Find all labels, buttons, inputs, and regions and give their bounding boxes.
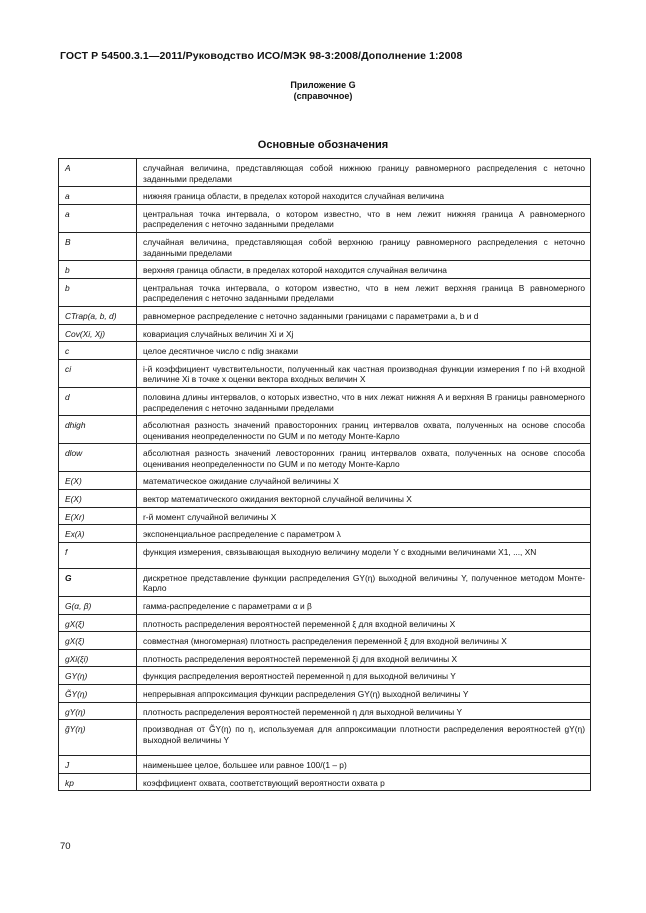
table-row <box>59 472 591 490</box>
symbol-cell: J <box>59 756 137 774</box>
table-row <box>59 632 591 650</box>
table-row <box>59 756 591 774</box>
table-row <box>59 187 591 205</box>
symbol-cell: GY(η) <box>59 667 137 685</box>
table-row <box>59 159 591 187</box>
description-cell: половина длины интервалов, о которых известно, что в них лежат нижняя A и верхняя B границы равномерного распределения с неточно заданными пределами <box>137 387 591 415</box>
description-cell: функция распределения вероятностей переменной η для выходной величины Y <box>137 667 591 685</box>
symbol-cell: c <box>59 342 137 360</box>
table-row <box>59 568 591 596</box>
document-header: ГОСТ Р 54500.3.1—2011/Руководство ИСО/МЭК 98-3:2008/Дополнение 1:2008 <box>60 50 463 62</box>
description-cell: центральная точка интервала, о котором известно, что в нем лежит нижняя граница A равномерного распределения с неточно заданными пределами <box>137 204 591 232</box>
symbol-cell: E(X) <box>59 490 137 508</box>
table-row <box>59 387 591 415</box>
table-row <box>59 261 591 279</box>
description-cell: нижняя граница области, в пределах которой находится случайная величина <box>137 187 591 205</box>
symbol-cell: a <box>59 187 137 205</box>
appendix-subtitle: (справочное) <box>293 91 353 101</box>
table-row <box>59 685 591 703</box>
table-row <box>59 649 591 667</box>
symbol-cell: dhigh <box>59 416 137 444</box>
description-cell: плотность распределения вероятностей переменной η для выходной величины Y <box>137 702 591 720</box>
table-row <box>59 490 591 508</box>
description-cell: коэффициент охвата, соответствующий вероятности охвата p <box>137 773 591 791</box>
table-row <box>59 278 591 306</box>
description-cell: гамма-распределение с параметрами α и β <box>137 597 591 615</box>
description-cell: целое десятичное число с ndig знаками <box>137 342 591 360</box>
table-row <box>59 342 591 360</box>
symbol-cell: gX(ξ) <box>59 614 137 632</box>
symbol-cell: b <box>59 261 137 279</box>
table-row <box>59 444 591 472</box>
table-row <box>59 597 591 615</box>
description-cell: случайная величина, представляющая собой нижнюю границу равномерного распределения с неточно заданными пределами <box>137 159 591 187</box>
description-cell: вектор математического ожидания векторной случайной величины X <box>137 490 591 508</box>
page-number: 70 <box>60 841 71 852</box>
symbol-cell: f <box>59 542 137 568</box>
description-cell: ковариация случайных величин Xi и Xj <box>137 324 591 342</box>
description-cell: непрерывная аппроксимация функции распределения GY(η) выходной величины Y <box>137 685 591 703</box>
table-row <box>59 232 591 260</box>
table-row <box>59 507 591 525</box>
description-cell: производная от G̃Y(η) по η, используемая для аппроксимации плотности распределения вероятностей gY(η) выходной величины Y <box>137 720 591 756</box>
symbol-cell: d <box>59 387 137 415</box>
description-cell: равномерное распределение с неточно заданными границами с параметрами a, b и d <box>137 306 591 324</box>
appendix-title: Приложение G <box>290 80 356 90</box>
description-cell: абсолютная разность значений левосторонних границ интервалов охвата, полученных на основе способа оценивания неопределенности по GUM и по методу Монте-Карло <box>137 444 591 472</box>
description-cell: функция измерения, связывающая выходную величину модели Y с входными величинами X1, ..., XN <box>137 542 591 568</box>
symbol-cell: Cov(Xi, Xj) <box>59 324 137 342</box>
symbol-cell: CTrap(a, b, d) <box>59 306 137 324</box>
symbol-cell: g̃Y(η) <box>59 720 137 756</box>
symbol-cell: b <box>59 278 137 306</box>
symbol-cell: E(X) <box>59 472 137 490</box>
section-title: Основные обозначения <box>257 139 389 151</box>
symbol-cell: E(Xr) <box>59 507 137 525</box>
table-row <box>59 359 591 387</box>
description-cell: верхняя граница области, в пределах которой находится случайная величина <box>137 261 591 279</box>
table-row <box>59 667 591 685</box>
description-cell: математическое ожидание случайной величины X <box>137 472 591 490</box>
symbol-cell: Ex(λ) <box>59 525 137 543</box>
symbol-cell: kp <box>59 773 137 791</box>
notation-table <box>58 158 591 791</box>
description-cell: случайная величина, представляющая собой верхнюю границу равномерного распределения с неточно заданными пределами <box>137 232 591 260</box>
table-row <box>59 773 591 791</box>
table-row <box>59 204 591 232</box>
table-row <box>59 542 591 568</box>
table-row <box>59 324 591 342</box>
symbol-cell: G(α, β) <box>59 597 137 615</box>
table-row <box>59 416 591 444</box>
description-cell: совместная (многомерная) плотность распределения переменной ξ для входной величины X <box>137 632 591 650</box>
appendix-heading <box>0 80 646 102</box>
description-cell: плотность распределения вероятностей переменной ξi для входной величины X <box>137 649 591 667</box>
symbol-cell: ci <box>59 359 137 387</box>
table-row <box>59 525 591 543</box>
symbol-cell: gX(ξ) <box>59 632 137 650</box>
table-row <box>59 614 591 632</box>
description-cell: наименьшее целое, большее или равное 100/(1 – p) <box>137 756 591 774</box>
description-cell: экспоненциальное распределение с параметром λ <box>137 525 591 543</box>
symbol-cell: A <box>59 159 137 187</box>
description-cell: дискретное представление функции распределения GY(η) выходной величины Y, полученное методом Монте-Карло <box>137 568 591 596</box>
symbol-cell: a <box>59 204 137 232</box>
description-cell: абсолютная разность значений правосторонних границ интервалов охвата, полученных на основе способа оценивания неопределенности по GUM и по методу Монте-Карло <box>137 416 591 444</box>
symbol-cell: G̃Y(η) <box>59 685 137 703</box>
description-cell: плотность распределения вероятностей переменной ξ для входной величины X <box>137 614 591 632</box>
table-row <box>59 720 591 756</box>
description-cell: i-й коэффициент чувствительности, полученный как частная производная функции измерения f по i-й входной величине Xi в точке x оценки вектора входных величин X <box>137 359 591 387</box>
description-cell: центральная точка интервала, о котором известно, что в нем лежит верхняя граница B равномерного распределения с неточно заданными пределами <box>137 278 591 306</box>
symbol-cell: gXi(ξi) <box>59 649 137 667</box>
symbol-cell: gY(η) <box>59 702 137 720</box>
table-row <box>59 306 591 324</box>
table-row <box>59 702 591 720</box>
symbol-cell: B <box>59 232 137 260</box>
symbol-cell: G <box>59 568 137 596</box>
symbol-cell: dlow <box>59 444 137 472</box>
description-cell: r-й момент случайной величины X <box>137 507 591 525</box>
